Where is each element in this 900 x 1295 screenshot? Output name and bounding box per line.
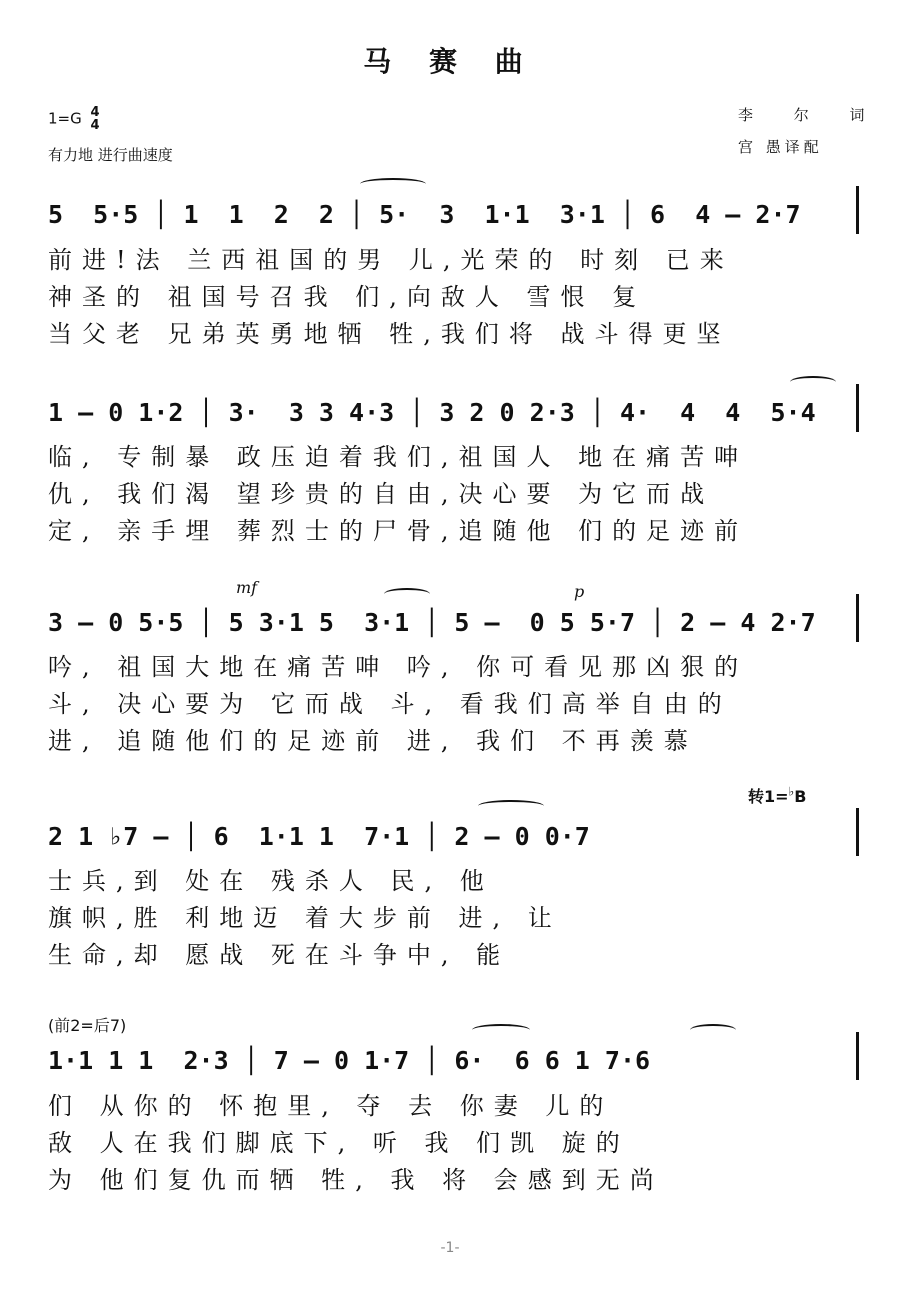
lyric-verse-3: 定, 亲手埋 葬烈士的尸骨,追随他 们的足迹前	[48, 517, 749, 545]
key-label: 1=G	[48, 109, 82, 128]
notes-line-4: 2 1 ♭7 – │ 6 1·1 1 7·1 │ 2 – 0 0·7	[48, 822, 590, 851]
barline	[856, 594, 859, 642]
notes-line-1: 5 5·5 │ 1 1 2 2 │ 5· 3 1·1 3·1 │ 6 4 – 2·7	[48, 200, 801, 229]
dynamic-mf: mf	[236, 578, 258, 597]
notes-line-3: 3 – 0 5·5 │ 5 3·1 5 3·1 │ 5 – 0 5 5·7 │ 2 – 4 2·7	[48, 608, 816, 637]
time-signature-bottom: 4	[90, 118, 100, 133]
key-change-label	[748, 784, 806, 807]
lyric-verse-1: 临, 专制暴 政压迫着我们,祖国人 地在痛苦呻	[48, 443, 749, 471]
lyric-verse-1: 士兵,到 处在 残杀人 民, 他	[48, 867, 494, 895]
slur	[472, 1024, 530, 1036]
lyric-verse-3: 为 他们复仇而牺 牲, 我 将 会感到无尚	[48, 1166, 664, 1194]
tempo-marking: 有力地 进行曲速度	[48, 146, 173, 164]
key-change-note: B	[794, 787, 807, 806]
slur	[690, 1024, 736, 1036]
lyric-verse-2: 仇, 我们渴 望珍贵的自由,决心要 为它而战	[48, 480, 715, 508]
lyric-verse-3: 生命,却 愿战 死在斗争中, 能	[48, 941, 511, 969]
lyric-verse-1: 前进!法 兰西祖国的男 儿,光荣的 时刻 已来	[48, 246, 734, 274]
barline	[856, 186, 859, 234]
lyric-verse-2: 斗, 决心要为 它而战 斗, 看我们高举自由的	[48, 690, 732, 718]
flat-sign: ♭	[788, 784, 795, 799]
barline	[856, 808, 859, 856]
barline	[856, 1032, 859, 1080]
lyricist-credit: 李 尔 词	[738, 106, 883, 124]
key-change-text: 转1=	[748, 787, 789, 806]
lyric-verse-2: 神圣的 祖国号召我 们,向敌人 雪恨 复	[48, 283, 647, 311]
slur	[384, 588, 430, 600]
lyric-verse-1: 们 从你的 怀抱里, 夺 去 你妻 儿的	[48, 1092, 614, 1120]
key-signature	[48, 106, 100, 132]
lyric-verse-3: 当父老 兄弟英勇地牺 牲,我们将 战斗得更坚	[48, 320, 731, 348]
time-signature	[91, 106, 100, 132]
song-title: 马 赛 曲	[363, 45, 537, 78]
variant-note: (前2=后7)	[48, 1016, 127, 1035]
lyric-verse-3: 进, 追随他们的足迹前 进, 我们 不再羡慕	[48, 727, 698, 755]
notes-line-5: 1·1 1 1 2·3 │ 7 – 0 1·7 │ 6· 6 6 1 7·6	[48, 1046, 651, 1075]
barline	[856, 384, 859, 432]
page-number: -1-	[440, 1240, 460, 1256]
notes-line-2: 1 – 0 1·2 │ 3· 3 3 4·3 │ 3 2 0 2·3 │ 4· 4 4 5·4	[48, 398, 816, 427]
lyric-verse-2: 旗帜,胜 利地迈 着大步前 进, 让	[48, 904, 562, 932]
lyric-verse-2: 敌 人在我们脚底下, 听 我 们凯 旋的	[48, 1129, 630, 1157]
lyric-verse-1: 吟, 祖国大地在痛苦呻 吟, 你可看见那凶狠的	[48, 653, 749, 681]
slur	[478, 800, 544, 812]
time-signature-top: 4	[90, 105, 100, 120]
dynamic-p: p	[574, 582, 585, 601]
slur	[790, 376, 836, 388]
slur	[360, 178, 426, 190]
translator-credit: 宫 愚译配	[738, 138, 823, 156]
